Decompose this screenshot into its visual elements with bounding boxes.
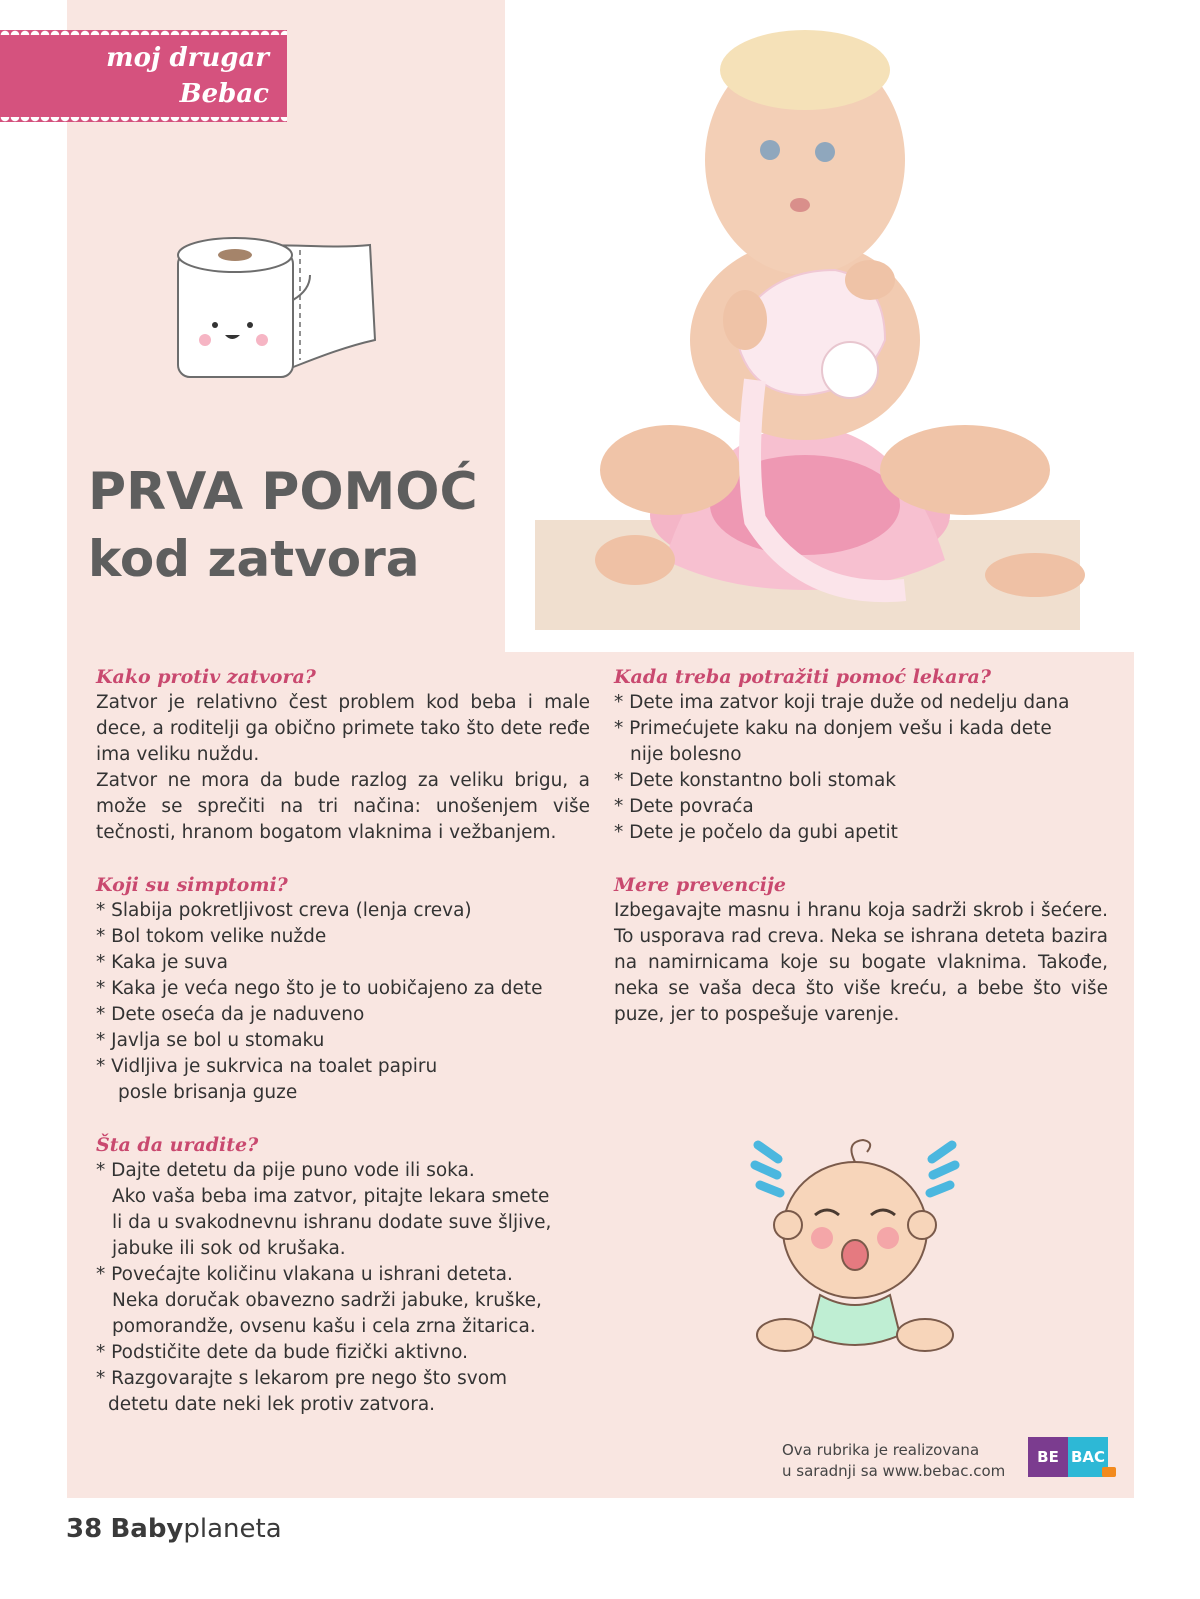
logo-part-bac: BAC [1068,1437,1108,1477]
list-item: * Povećajte količinu vlakana u ishrani deteta. [96,1264,513,1285]
paragraph-prevention-ways: Zatvor ne mora da bude razlog za veliku brigu, a može se sprečiti na tri načina: unošenjem više tečnosti, hranom bogatom vlaknima i vežbanjem. [96,770,590,843]
list-item: * Podstičite dete da bude fizički aktivno. [96,1342,469,1363]
list-item: * Kaka je suva [96,952,228,973]
list-item: * Dete ima zatvor koji traje duže od nedelju dana [614,692,1070,713]
list-item-continuation: li da u svakodnevnu ishranu dodate suve šljive, [112,1212,552,1233]
list-item-continuation: nije bolesno [630,744,742,765]
list-item: * Dete oseća da je naduveno [96,1004,365,1025]
list-item: * Kaka je veća nego što je to uobičajeno za dete [96,978,543,999]
list-item: * Primećujete kaku na donjem vešu i kada dete [614,718,1052,739]
section-heading-how-against: Kako protiv zatvora? [96,666,316,688]
list-item: * Dajte detetu da pije puno vode ili soka. [96,1160,475,1181]
list-item-continuation: pomorandže, ovsenu kašu i cela zrna žitarica. [112,1316,536,1337]
toilet-paper-illustration [170,230,385,390]
list-item: * Razgovarajte s lekarom pre nego što svom [96,1368,508,1389]
section-heading-when-doctor: Kada treba potražiti pomoć lekara? [614,666,991,688]
title-line-2: kod zatvora [88,530,420,588]
magazine-name-bold: Baby [110,1514,184,1544]
list-item-continuation: Neka doručak obavezno sadrži jabuke, kruške, [112,1290,542,1311]
bebac-logo [1028,1437,1114,1481]
tag-line-1: moj drugar [106,43,269,73]
credit-line-1: Ova rubrika je realizovana [782,1441,980,1459]
section-heading-symptoms: Koji su simptomi? [96,874,288,896]
section-heading-prevention: Mere prevencije [614,874,786,896]
paragraph-prevention: Izbegavajte masnu i hranu koja sadrži skrob i šećere. To usporava rad creva. Neka se ishrana deteta bazira na namirnicama koje su bogate vlaknima. Takođe, neka se vaša deca što više kreću, a bebe što više puze, jer to pospešuje varenje. [614,900,1108,1025]
list-item-continuation: posle brisanja guze [118,1082,298,1103]
list-item: * Slabija pokretljivost creva (lenja creva) [96,900,472,921]
page-footer [66,1512,282,1546]
partner-credit [782,1440,1005,1482]
list-item: * Dete konstantno boli stomak [614,770,897,791]
list-item: * Dete je počelo da gubi apetit [614,822,898,843]
article-title [88,460,478,594]
list-item-continuation: detetu date neki lek protiv zatvora. [108,1394,436,1415]
list-item: * Dete povraća [614,796,754,817]
magazine-name-light: planeta [183,1514,282,1544]
page-number: 38 [66,1514,103,1544]
section-heading-what-to-do: Šta da uradite? [96,1134,259,1156]
credit-line-2: u saradnji sa www.bebac.com [782,1462,1006,1480]
section-tag-banner [0,30,287,122]
left-column [96,664,590,1418]
title-line-1: PRVA POMOĆ [88,462,478,522]
crying-baby-illustration [730,1120,980,1370]
right-column [614,664,1108,1028]
list-item: * Javlja se bol u stomaku [96,1030,325,1051]
list-item-continuation: jabuke ili sok od krušaka. [112,1238,346,1259]
list-item-continuation: Ako vaša beba ima zatvor, pitajte lekara smete [112,1186,550,1207]
tag-line-2: Bebac [179,79,269,109]
section-tag-text [106,40,269,112]
paragraph-intro: Zatvor je relativno čest problem kod beba i male dece, a roditelji ga obično primete tako što dete ređe ima veliku nuždu. [96,692,590,765]
list-item: * Vidljiva je sukrvica na toalet papiru [96,1056,438,1077]
baby-on-potty-photo [505,0,1135,652]
logo-accent [1102,1467,1116,1477]
logo-part-be: BE [1028,1437,1068,1477]
list-item: * Bol tokom velike nužde [96,926,327,947]
